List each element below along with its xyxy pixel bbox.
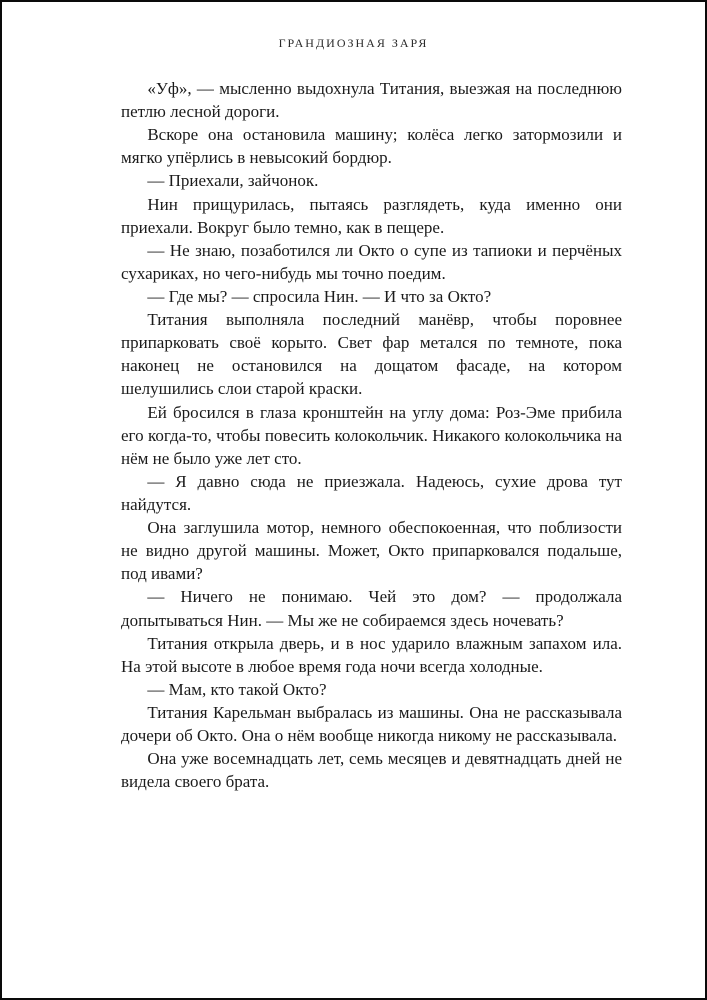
- paragraph: — Я давно сюда не приезжала. Надеюсь, сухие дрова тут найдутся.: [121, 471, 622, 514]
- paragraph: — Не знаю, позаботился ли Окто о супе из тапиоки и перчёных сухариках, но чего-нибудь мы точно поедим.: [121, 240, 622, 283]
- paragraph: Титания Карельман выбралась из машины. Она не рассказывала дочери об Окто. Она о нём вообще никогда никому не рассказывала.: [121, 702, 622, 746]
- paragraph: — Приехали, зайчонок.: [147, 171, 319, 191]
- paragraph: Титания выполняла последний манёвр, чтобы поровнее припарковать своё корыто. Свет фар метался по темноте, пока наконец не остановился на дощатом фасаде, на котором шелушились слои старой краски.: [121, 310, 622, 399]
- paragraph: — Мам, кто такой Окто?: [147, 679, 327, 699]
- running-head: ГРАНДИОЗНАЯ ЗАРЯ: [278, 36, 429, 50]
- paragraph: Вскоре она остановила машину; колёса легко затормозили и мягко упёрлись в невысокий бордюр.: [121, 125, 622, 168]
- body-text: [121, 77, 622, 793]
- paragraph: «Уф», — мысленно выдохнула Титания, выезжая на последнюю петлю лесной дороги.: [121, 79, 622, 122]
- paragraph: — Ничего не понимаю. Чей это дом? — продолжала допытываться Нин. — Мы же не собираемся здесь ночевать?: [121, 587, 622, 630]
- paragraph: — Где мы? — спросила Нин. — И что за Окто?: [147, 286, 492, 306]
- paragraph: Нин прищурилась, пытаясь разглядеть, куда именно они приехали. Вокруг было темно, как в пещере.: [121, 194, 622, 237]
- paragraph: Титания открыла дверь, и в нос ударило влажным запахом ила. На этой высоте в любое время года ночи всегда холодные.: [121, 633, 622, 676]
- paragraph: Она заглушила мотор, немного обеспокоенная, что поблизости не видно другой машины. Может, Окто припарковался подальше, под ивами?: [121, 518, 622, 584]
- paragraph: Ей бросился в глаза кронштейн на углу дома: Роз-Эме прибила его когда-то, чтобы повесить колокольчик. Никакого колокольчика на нём не было уже лет сто.: [121, 402, 622, 468]
- paragraph: Она уже восемнадцать лет, семь месяцев и девятнадцать дней не видела своего брата.: [121, 749, 622, 792]
